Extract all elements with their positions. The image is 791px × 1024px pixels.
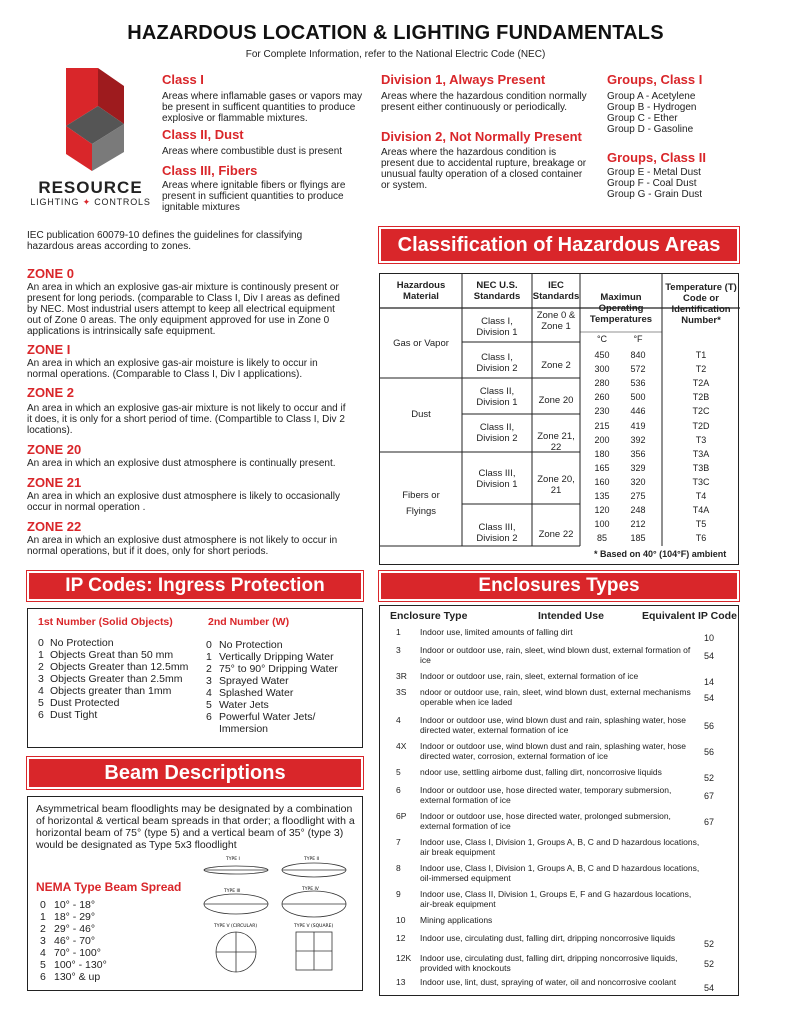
temp-c-cell: 450 xyxy=(594,350,610,360)
ip-second-heading: 2nd Number (W) xyxy=(208,616,290,628)
list-item-label: 100° - 130° xyxy=(54,959,107,971)
temp-c-cell: 180 xyxy=(594,448,610,459)
list-item-number: 2 xyxy=(206,663,212,675)
enclosures-col-ip: Equivalent IP Code xyxy=(642,610,737,622)
header-iec: IEC Standards xyxy=(532,280,580,302)
list-item-label: Dust Protected xyxy=(50,697,120,709)
zone-2-heading: ZONE 2 xyxy=(27,385,74,400)
enclosures-banner: Enclosures Types xyxy=(379,571,739,601)
zones-section xyxy=(27,266,347,557)
zone-0-text: An area in which an explosive gas-air mixture is continously present or present for long periods. (comparable to Class I, Div I areas as defined by NEC. Most industrial users attempt to keep all electrical equipment out of Zone 0 areas. The only equipment approved for use in Zone 0 applications is intrinsically safe equipment. xyxy=(27,282,340,337)
enclosure-ip-cell: 10 xyxy=(704,633,715,643)
list-item-label: Vertically Dripping Water xyxy=(219,651,334,663)
list-item-label: Objects Greater than 2.5mm xyxy=(50,673,183,685)
division-1-heading: Division 1, Always Present xyxy=(381,72,546,87)
enclosure-type-cell: 4X xyxy=(396,741,407,751)
enclosure-ip-cell: 67 xyxy=(704,817,715,827)
beam-type-label: TYPE V (CIRCULAR) xyxy=(214,924,258,929)
list-item xyxy=(40,923,190,935)
zone-20-text: An area in which an explosive dust atmosphere is continually present. xyxy=(27,458,336,469)
class-1-heading: Class I xyxy=(162,72,204,87)
list-item xyxy=(38,685,208,697)
list-item xyxy=(40,911,190,923)
tcode-cell: T2D xyxy=(692,420,710,431)
list-item xyxy=(38,649,208,661)
class-3-heading: Class III, Fibers xyxy=(162,163,258,178)
enclosure-type-cell: 12 xyxy=(396,933,406,943)
groups-column xyxy=(607,72,757,200)
temp-f-cell: 212 xyxy=(630,519,646,530)
list-item xyxy=(40,947,190,959)
temp-c-cell: 100 xyxy=(594,519,610,530)
list-item xyxy=(206,711,361,735)
enclosure-type-cell: 8 xyxy=(396,863,401,873)
groups-class-1-heading: Groups, Class I xyxy=(607,72,703,87)
header-nec: NEC U.S. Standards xyxy=(473,280,521,302)
list-item-label: Dust Tight xyxy=(50,709,98,721)
list-item-number: 1 xyxy=(38,649,44,661)
list-item-label: 29° - 46° xyxy=(54,923,96,935)
enclosure-use-cell: ndoor or outdoor use, rain, sleet, wind blown dust, external mechanisms operable when ice laded xyxy=(420,687,691,707)
enclosure-ip-cell: 54 xyxy=(704,693,715,703)
list-item-label: Powerful Water Jets/ Immersion xyxy=(219,711,316,735)
division-1-text: Areas where the hazardous condition normally present either continuously or periodically. xyxy=(381,91,587,113)
tcode-cell: T4 xyxy=(695,491,707,501)
temp-f-cell: 500 xyxy=(630,392,646,403)
enclosure-use-cell: Indoor use, Class I, Division 1, Groups A, B, C and D hazardous locations, air break equipment xyxy=(420,837,700,857)
temp-c-cell: 260 xyxy=(594,392,610,403)
classification-footnote: * Based on 40° (104°F) ambient xyxy=(594,549,727,559)
group-item: Group F - Coal Dust xyxy=(607,178,697,189)
temp-f-cell: 536 xyxy=(630,378,646,389)
beam-type-label: TYPE II xyxy=(304,857,320,862)
beam-text: Asymmetrical beam floodlights may be designated by a combination of horizontal & vertical beam spreads in that order; a floodlight with a horizontal beam of 75° (type 5) and a vertical beam of 35° (type 3) would be designated as Type 5x3 floodlight xyxy=(36,803,355,851)
zone-2-text: An area in which an explosive gas-air mixture is not likely to occur and if it does, it is only for a short period of time. (Compartible to Class I, Div 2 locations). xyxy=(27,403,346,436)
enclosure-use-cell: Indoor or outdoor use, wind blown dust and rain, splashing water, hose directed water, corrosion, external formation of ice xyxy=(420,741,687,761)
enclosure-use-cell: Indoor use, lint, dust, spraying of water, oil and noncorrosive coolant xyxy=(420,977,677,987)
tcode-cell: T2A xyxy=(692,378,710,389)
zone-21-heading: ZONE 21 xyxy=(27,475,82,490)
list-item xyxy=(38,709,208,721)
list-item-number: 3 xyxy=(206,675,212,687)
tcode-cell: T3C xyxy=(692,476,710,487)
iec-cell: Zone 21, 22 xyxy=(537,431,575,453)
group-item: Group D - Gasoline xyxy=(607,124,694,135)
temp-f-cell: 572 xyxy=(630,364,646,375)
list-item-label: 75° to 90° Dripping Water xyxy=(219,663,338,675)
list-item-label: 10° - 18° xyxy=(54,899,96,911)
page-subtitle: For Complete Information, refer to the National Electric Code (NEC) xyxy=(245,49,546,60)
list-item xyxy=(40,971,190,983)
material-gas: Gas or Vapor xyxy=(393,338,449,349)
group-item: Group A - Acetylene xyxy=(607,91,696,102)
nema-heading: NEMA Type Beam Spread xyxy=(36,880,182,894)
enclosure-type-cell: 13 xyxy=(396,977,406,987)
list-item xyxy=(206,687,361,699)
list-item-number: 6 xyxy=(38,709,44,721)
group-item: Group C - Ether xyxy=(607,113,678,124)
list-item xyxy=(38,697,208,709)
beam-type-label: TYPE V (SQUARE) xyxy=(294,924,334,929)
temp-f-cell: 185 xyxy=(630,533,646,544)
tcode-cell: T3 xyxy=(695,434,707,445)
temp-f-cell: 419 xyxy=(630,420,646,431)
temp-f-cell: 392 xyxy=(630,434,646,445)
list-item-number: 5 xyxy=(206,699,212,711)
enclosure-type-cell: 6 xyxy=(396,785,401,795)
groups-class-2-list xyxy=(607,167,757,200)
ip-first-heading: 1st Number (Solid Objects) xyxy=(38,616,173,628)
page-title: HAZARDOUS LOCATION & LIGHTING FUNDAMENTALS xyxy=(127,22,664,44)
temp-c-cell: 165 xyxy=(594,462,610,473)
list-item-number: 1 xyxy=(206,651,212,663)
temp-f-cell: 840 xyxy=(630,350,646,360)
list-item-number: 1 xyxy=(40,911,46,923)
resource-logo-icon xyxy=(28,66,153,176)
enclosure-use-cell: ndoor use, settling airbome dust, falling dirt, noncorrosive liquids xyxy=(420,767,662,777)
logo-tagline-a: LIGHTING xyxy=(30,197,80,207)
list-item-label: 70° - 100° xyxy=(54,947,101,959)
tcode-cell: T3B xyxy=(692,462,710,473)
logo xyxy=(28,66,153,211)
enclosure-use-cell: Indoor use, limited amounts of falling dirt xyxy=(420,627,573,637)
temp-f-cell: 320 xyxy=(630,476,646,487)
zone-0-heading: ZONE 0 xyxy=(27,266,74,281)
iec-cell: Zone 20, 21 xyxy=(537,474,575,496)
list-item-label: Objects greater than 1mm xyxy=(50,685,172,697)
classification-table xyxy=(379,273,739,565)
header-max-temp: Maximun Operating Temperatures xyxy=(589,292,653,325)
groups-class-1-list xyxy=(607,91,757,135)
enclosure-use-cell: Indoor use, Class II, Division 1, Groups E, F and G hazardous locations, air-break equipment xyxy=(420,889,692,909)
nema-list xyxy=(40,899,190,983)
list-item-label: Water Jets xyxy=(219,699,269,711)
tcode-cell: T1 xyxy=(695,350,707,360)
tcode-cell: T4A xyxy=(692,505,710,516)
list-item xyxy=(40,899,190,911)
logo-tagline xyxy=(28,197,153,208)
nec-cell: Class II, Division 1 xyxy=(476,386,518,408)
list-item-number: 0 xyxy=(38,637,44,649)
beam-diagram xyxy=(196,852,361,987)
class-2-text: Areas where combustible dust is present xyxy=(162,146,343,157)
beam-box xyxy=(27,796,363,991)
zone-21-text: An area in which an explosive dust atmosphere is likely to occasionally occur in normal operation . xyxy=(27,491,340,513)
nec-cell: Class II, Division 2 xyxy=(476,422,518,444)
list-item-label: Objects Greater than 12.5mm xyxy=(50,661,189,673)
temp-f-cell: 356 xyxy=(630,448,646,459)
tcode-cell: T2B xyxy=(692,392,710,403)
iec-cell: Zone 0 & Zone 1 xyxy=(536,310,576,332)
group-item: Group E - Metal Dust xyxy=(607,167,701,178)
list-item-number: 0 xyxy=(206,639,212,651)
temp-c-cell: 120 xyxy=(594,505,610,516)
beam-banner: Beam Descriptions xyxy=(27,757,363,789)
enclosure-type-cell: 3R xyxy=(396,671,407,681)
list-item-number: 3 xyxy=(38,673,44,685)
enclosures-col-type: Enclosure Type xyxy=(390,610,468,622)
group-item: Group G - Grain Dust xyxy=(607,189,703,200)
list-item xyxy=(38,637,208,649)
zone-22-text: An area in which an explosive dust atmosphere is not likely to occur in normal operations, but if it does, only for short periods. xyxy=(27,535,338,557)
divisions-column xyxy=(381,72,591,191)
list-item-label: Objects Great than 50 mm xyxy=(50,649,174,661)
header-fahrenheit: °F xyxy=(633,334,643,344)
enclosure-type-cell: 12K xyxy=(396,953,412,963)
enclosure-use-cell: Indoor or outdoor use, rain, sleet, wind blown dust, external formation of ice xyxy=(420,645,691,665)
list-item xyxy=(206,663,361,675)
nec-cell: Class III, Division 1 xyxy=(476,468,518,490)
enclosure-use-cell: Indoor or outdoor use, hose directed water, temporary submersion, external formation of ice xyxy=(420,785,672,805)
logo-tagline-b: CONTROLS xyxy=(94,197,151,207)
list-item-number: 3 xyxy=(40,935,46,947)
list-item-label: 130° & up xyxy=(54,971,101,983)
classification-banner: Classification of Hazardous Areas xyxy=(379,227,739,263)
enclosure-type-cell: 9 xyxy=(396,889,401,899)
ip-codes-banner: IP Codes: Ingress Protection xyxy=(27,571,363,601)
temp-c-cell: 280 xyxy=(594,378,610,389)
zone-22-heading: ZONE 22 xyxy=(27,519,82,534)
nec-cell: Class I, Division 1 xyxy=(476,316,518,338)
temp-f-cell: 329 xyxy=(630,462,646,473)
list-item-number: 0 xyxy=(40,899,46,911)
list-item xyxy=(38,661,208,673)
enclosure-ip-cell: 56 xyxy=(704,721,715,731)
tcode-cell: T6 xyxy=(695,533,707,544)
iec-intro: IEC publication 60079-10 defines the guidelines for classifying hazardous areas according to zones. xyxy=(27,230,303,252)
beam-type-label: TYPE III xyxy=(224,889,241,894)
header-tcode: Temperature (T) Code or Identification Number* xyxy=(665,282,737,326)
enclosure-type-cell: 4 xyxy=(396,715,401,725)
enclosure-use-cell: Indoor or outdoor use, hose directed water, prolonged submersion, external formation of ice xyxy=(420,811,671,831)
enclosure-ip-cell: 54 xyxy=(704,651,715,661)
enclosure-use-cell: Indoor or outdoor use, rain, sleet, external formation of ice xyxy=(420,671,639,681)
ip-codes-box xyxy=(27,608,363,748)
list-item xyxy=(38,673,208,685)
temp-c-cell: 215 xyxy=(594,420,610,431)
ip-second-list xyxy=(206,639,361,735)
class-1-text: Areas where inflamable gases or vapors may be present in sufficent quantities to produce explosive or flammable mixtures. xyxy=(162,91,363,124)
tcode-cell: T2 xyxy=(695,364,707,375)
enclosure-type-cell: 5 xyxy=(396,767,401,777)
iec-cell: Zone 22 xyxy=(538,529,574,540)
list-item-number: 2 xyxy=(38,661,44,673)
enclosure-ip-cell: 67 xyxy=(704,791,715,801)
group-item: Group B - Hydrogen xyxy=(607,102,697,113)
enclosure-use-cell: Indoor or outdoor use, wind blown dust and rain, splashing water, hose directed water, external formation of ice xyxy=(420,715,687,735)
enclosures-box xyxy=(379,605,739,996)
enclosure-ip-cell: 54 xyxy=(704,983,715,993)
logo-wordmark: RESOURCE xyxy=(38,178,143,197)
ip-first-list xyxy=(38,637,208,721)
material-fibers: Fibers or Flyings xyxy=(402,490,440,517)
enclosure-use-cell: Indoor use, circulating dust, falling dirt, dripping noncorrosive liquids, provided with knockouts xyxy=(420,953,678,973)
enclosure-type-cell: 1 xyxy=(396,627,401,637)
enclosure-use-cell: Indoor use, circulating dust, falling dirt, dripping noncorrosive liquids xyxy=(420,933,676,943)
list-item-number: 4 xyxy=(206,687,212,699)
list-item-number: 2 xyxy=(40,923,46,935)
material-dust: Dust xyxy=(411,409,431,420)
nec-cell: Class I, Division 2 xyxy=(476,352,518,374)
list-item-label: 18° - 29° xyxy=(54,911,96,923)
enclosure-type-cell: 10 xyxy=(396,915,406,925)
iec-cell: Zone 20 xyxy=(538,395,574,406)
list-item xyxy=(206,699,361,711)
enclosures-col-use: Intended Use xyxy=(538,610,604,622)
enclosure-use-cell: Indoor use, Class I, Division 1, Groups A, B, C and D hazardous locations, oil-immersed equipment xyxy=(420,863,700,883)
beam-type-label: TYPE IV xyxy=(302,887,319,892)
list-item-number: 5 xyxy=(40,959,46,971)
list-item xyxy=(40,959,190,971)
temp-f-cell: 248 xyxy=(630,505,646,516)
list-item xyxy=(40,935,190,947)
list-item-label: No Protection xyxy=(50,637,114,649)
logo-separator-icon: ✦ xyxy=(82,197,91,207)
enclosure-ip-cell: 52 xyxy=(704,939,715,949)
enclosure-use-cell: Mining applications xyxy=(420,915,493,925)
list-item xyxy=(206,651,361,663)
zone-20-heading: ZONE 20 xyxy=(27,442,82,457)
enclosure-ip-cell: 52 xyxy=(704,959,715,969)
beam-type-label: TYPE I xyxy=(226,857,240,862)
temp-c-cell: 160 xyxy=(594,476,610,487)
header-material: Hazardous Material xyxy=(396,280,446,302)
list-item-number: 5 xyxy=(38,697,44,709)
enclosure-type-cell: 3 xyxy=(396,645,401,655)
classes-column xyxy=(162,72,367,213)
class-2-heading: Class II, Dust xyxy=(162,127,244,142)
temp-c-cell: 300 xyxy=(594,364,610,375)
list-item xyxy=(206,675,361,687)
enclosure-type-cell: 3S xyxy=(396,687,407,697)
temp-f-cell: 446 xyxy=(630,406,646,417)
list-item-number: 6 xyxy=(206,711,212,723)
list-item-number: 4 xyxy=(40,947,46,959)
enclosure-type-cell: 7 xyxy=(396,837,401,847)
list-item-label: Sprayed Water xyxy=(219,675,289,687)
temp-c-cell: 200 xyxy=(594,434,610,445)
nec-cell: Class III, Division 2 xyxy=(476,522,518,544)
division-2-text: Areas where the hazardous condition is present due to accidental rupture, breakage or unusual faulty operation of a closed container or system. xyxy=(381,147,587,191)
header-celsius: °C xyxy=(596,334,608,344)
enclosure-type-cell: 6P xyxy=(396,811,407,821)
groups-class-2-heading: Groups, Class II xyxy=(607,150,706,165)
tcode-cell: T3A xyxy=(692,448,710,459)
list-item-number: 6 xyxy=(40,971,46,983)
zone-1-heading: ZONE I xyxy=(27,342,71,357)
tcode-cell: T5 xyxy=(695,519,707,530)
zone-1-text: An area in which an explosive gas-air moisture is likely to occur in normal operations. (Comparable to Class I, Div I applications). xyxy=(27,358,318,380)
tcode-cell: T2C xyxy=(692,406,710,417)
temp-c-cell: 85 xyxy=(596,533,607,544)
list-item-label: 46° - 70° xyxy=(54,935,96,947)
list-item-label: Splashed Water xyxy=(219,687,294,699)
enclosure-ip-cell: 52 xyxy=(704,773,715,783)
iec-cell: Zone 2 xyxy=(541,360,571,371)
enclosure-ip-cell: 56 xyxy=(704,747,715,757)
class-3-text: Areas where ignitable fibers or flyings are present in sufficient quantities to produce ignitable mixtures xyxy=(162,180,346,213)
temp-c-cell: 230 xyxy=(594,406,610,417)
division-2-heading: Division 2, Not Normally Present xyxy=(381,129,582,144)
temp-c-cell: 135 xyxy=(594,491,610,501)
enclosure-ip-cell: 14 xyxy=(704,677,715,687)
list-item-label: No Protection xyxy=(219,639,283,651)
list-item-number: 4 xyxy=(38,685,44,697)
temp-f-cell: 275 xyxy=(630,491,646,501)
list-item xyxy=(206,639,361,651)
